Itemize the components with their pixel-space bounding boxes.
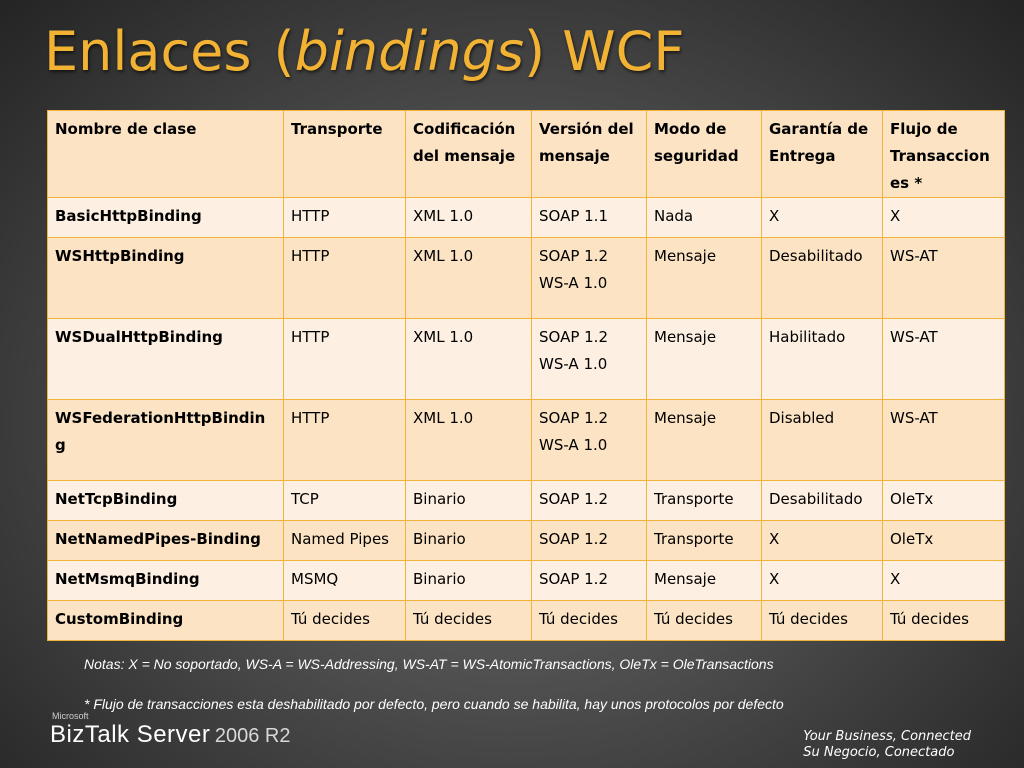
cell-transport: Named Pipes [284,521,406,561]
header-flujo-transacciones: Flujo de Transacciones * [883,111,1005,198]
cell-transaction-flow: X [883,561,1005,601]
cell-encoding: XML 1.0 [406,198,532,238]
slide-title [44,20,684,83]
title-suffix: WCF [545,20,685,83]
cell-version [532,601,647,641]
table-row [48,238,1005,319]
cell-transport: HTTP [284,319,406,400]
version-line: SOAP 1.2 [539,530,608,548]
table-row [48,561,1005,601]
tagline-spanish: Su Negocio, Conectado [803,745,955,760]
addressing-line: WS-A 1.0 [539,436,608,454]
title-paren-close: ) [523,20,546,83]
title-paren-open: ( [273,20,295,83]
header-modo-seguridad: Modo de seguridad [647,111,762,198]
cell-transport: Tú decides [284,601,406,641]
header-garantia-entrega: Garantía de Entrega [762,111,883,198]
table-row [48,319,1005,400]
cell-security: Mensaje [647,319,762,400]
addressing-line: WS-A 1.0 [539,274,608,292]
cell-version [532,198,647,238]
cell-delivery: Disabled [762,400,883,481]
cell-delivery: X [762,198,883,238]
cell-encoding: Tú decides [406,601,532,641]
microsoft-label: Microsoft [52,711,89,721]
cell-version [532,238,647,319]
cell-version [532,521,647,561]
cell-encoding: Binario [406,561,532,601]
slide-notes [84,654,984,714]
cell-transport: MSMQ [284,561,406,601]
version-line: SOAP 1.2 [539,409,608,427]
cell-transaction-flow: WS-AT [883,238,1005,319]
cell-version [532,481,647,521]
cell-transaction-flow: OleTx [883,481,1005,521]
cell-class-name: WSDualHttpBinding [48,319,284,400]
cell-version [532,400,647,481]
header-version: Versión del mensaje [532,111,647,198]
cell-transport: HTTP [284,198,406,238]
version-line: SOAP 1.2 [539,328,608,346]
addressing-line: WS-A 1.0 [539,355,608,373]
cell-transaction-flow: WS-AT [883,400,1005,481]
biztalk-logo [50,711,290,749]
version-line: SOAP 1.2 [539,247,608,265]
version-line: SOAP 1.1 [539,207,608,225]
cell-class-name: NetTcpBinding [48,481,284,521]
cell-security: Mensaje [647,561,762,601]
cell-delivery: Desabilitado [762,481,883,521]
cell-transaction-flow: Tú decides [883,601,1005,641]
cell-delivery: X [762,521,883,561]
cell-transaction-flow: OleTx [883,521,1005,561]
notes-abbreviations: Notas: X = No soportado, WS-A = WS-Addressing, WS-AT = WS-AtomicTransactions, OleTx = OleTransactions [84,656,774,672]
cell-transport: HTTP [284,400,406,481]
cell-security: Mensaje [647,400,762,481]
cell-encoding: Binario [406,521,532,561]
cell-encoding: XML 1.0 [406,238,532,319]
table-row [48,521,1005,561]
cell-class-name: CustomBinding [48,601,284,641]
table-row [48,601,1005,641]
cell-security: Transporte [647,481,762,521]
title-main: Enlaces [44,20,252,83]
cell-encoding: Binario [406,481,532,521]
version-line: SOAP 1.2 [539,570,608,588]
table-row [48,400,1005,481]
cell-transport: HTTP [284,238,406,319]
cell-security: Nada [647,198,762,238]
cell-delivery: X [762,561,883,601]
cell-class-name: NetMsmqBinding [48,561,284,601]
cell-class-name: BasicHttpBinding [48,198,284,238]
cell-class-name: WSHttpBinding [48,238,284,319]
cell-security: Mensaje [647,238,762,319]
header-transporte: Transporte [284,111,406,198]
cell-delivery: Tú decides [762,601,883,641]
cell-encoding: XML 1.0 [406,319,532,400]
table-header-row [48,111,1005,198]
cell-version [532,561,647,601]
cell-transaction-flow: X [883,198,1005,238]
header-nombre-de-clase: Nombre de clase [48,111,284,198]
cell-transport: TCP [284,481,406,521]
bindings-table [47,110,1005,641]
cell-delivery: Habilitado [762,319,883,400]
cell-version [532,319,647,400]
cell-delivery: Desabilitado [762,238,883,319]
tagline [803,729,971,761]
notes-transaction-flow: * Flujo de transacciones esta deshabilitado por defecto, pero cuando se habilita, hay unos protocolos por defecto [84,696,784,712]
product-name: BizTalk Server [50,721,211,748]
version-line: Tú decides [539,610,618,628]
product-version: 2006 R2 [214,725,291,747]
table-row [48,198,1005,238]
cell-class-name: WSFederationHttpBinding [48,400,284,481]
table-row [48,481,1005,521]
cell-class-name: NetNamedPipes-Binding [48,521,284,561]
tagline-english: Your Business, Connected [803,729,971,744]
header-codificacion: Codificación del mensaje [406,111,532,198]
cell-security: Transporte [647,521,762,561]
version-line: SOAP 1.2 [539,490,608,508]
title-italic: bindings [294,20,524,83]
cell-encoding: XML 1.0 [406,400,532,481]
cell-transaction-flow: WS-AT [883,319,1005,400]
cell-security: Tú decides [647,601,762,641]
